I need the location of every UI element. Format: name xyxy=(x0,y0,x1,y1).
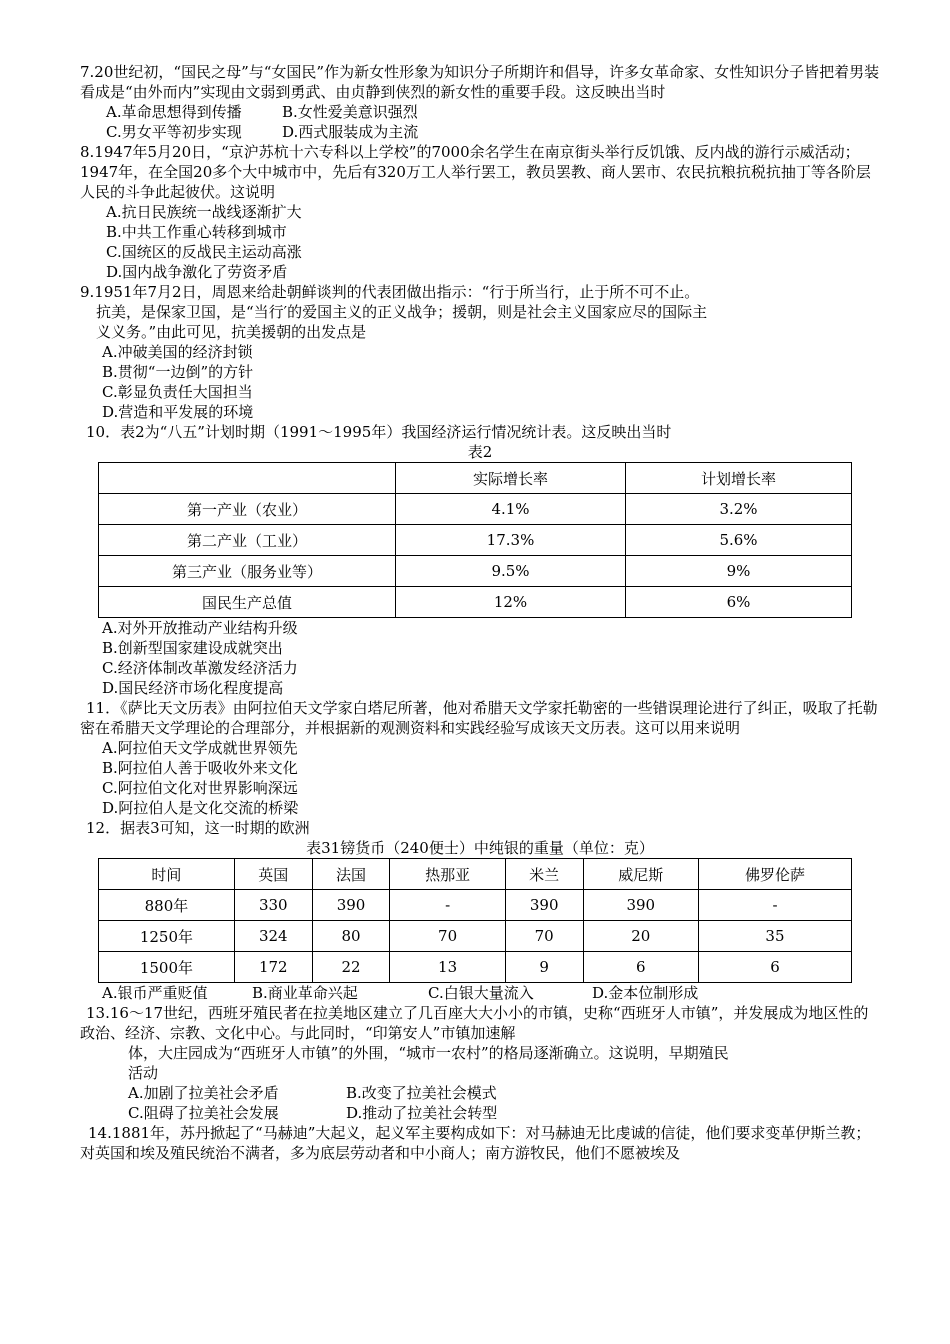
table-2 xyxy=(98,462,852,618)
option-a: A.加剧了拉美社会矛盾 xyxy=(128,1084,279,1102)
question-9-stem-line2: 抗美，是保家卫国，是“当行′的爱国主义的正义战争；援朝，则是社会主义国家应尽的国际主 xyxy=(96,303,708,321)
table-cell: 9.5% xyxy=(396,556,626,587)
option-d: D.营造和平发展的环境 xyxy=(102,403,254,421)
option-c: C.经济体制改革激发经济活力 xyxy=(102,659,298,677)
table-cell: 国民生产总值 xyxy=(99,587,396,618)
table-cell: 80 xyxy=(312,921,390,952)
table-cell: 9 xyxy=(505,952,583,983)
table-header-row xyxy=(99,859,852,890)
option-c: C.阻碍了拉美社会发展 xyxy=(128,1104,279,1122)
table-header-cell: 实际增长率 xyxy=(396,463,626,494)
option-b: B.改变了拉美社会模式 xyxy=(346,1084,497,1102)
table-3 xyxy=(98,858,852,983)
option-d: D.西式服装成为主流 xyxy=(282,123,419,141)
table-header-cell: 法国 xyxy=(312,859,390,890)
option-b: B.贯彻“一边倒”的方针 xyxy=(102,363,254,381)
option-b: B.中共工作重心转移到城市 xyxy=(106,223,287,241)
table-cell: 20 xyxy=(583,921,698,952)
table-header-cell: 英国 xyxy=(234,859,312,890)
table-cell: 第二产业（工业） xyxy=(99,525,396,556)
question-13-stem-line3: 活动 xyxy=(128,1064,159,1082)
option-d: D.国民经济市场化程度提高 xyxy=(102,679,284,697)
table-cell: 12% xyxy=(396,587,626,618)
table-cell: 9% xyxy=(626,556,852,587)
option-d: D.金本位制形成 xyxy=(592,984,699,1002)
option-a: A.冲破美国的经济封锁 xyxy=(102,343,253,361)
table-header-cell: 热那亚 xyxy=(390,859,505,890)
table-cell: 35 xyxy=(698,921,851,952)
table-row xyxy=(99,952,852,983)
question-9-stem-line1: 9.1951年7月2日，周恩来给赴朝鲜谈判的代表团做出指示：“行于所当行，止于所不可不止。 xyxy=(80,283,700,301)
table-row xyxy=(99,890,852,921)
option-a: A.对外开放推动产业结构升级 xyxy=(102,619,298,637)
table-3-caption: 表31镑货币（240便士）中纯银的重量（单位：克） xyxy=(306,839,654,857)
table-row xyxy=(99,494,852,525)
table-cell: 第一产业（农业） xyxy=(99,494,396,525)
option-d: D.推动了拉美社会转型 xyxy=(346,1104,498,1122)
table-header-cell: 威尼斯 xyxy=(583,859,698,890)
question-14-stem: 14.1881年，苏丹掀起了“马赫迪”大起义，起义军主要构成如下：对马赫迪无比虔诚的信徒，他们要求变革伊斯兰教；对英国和埃及殖民统治不满者，多为底层劳动者和中小商人；南方游牧民，他们不愿被埃及 xyxy=(80,1124,871,1162)
table-cell: 第三产业（服务业等） xyxy=(99,556,396,587)
table-cell: 70 xyxy=(505,921,583,952)
table-cell: 13 xyxy=(390,952,505,983)
table-cell: 4.1% xyxy=(396,494,626,525)
option-b: B.创新型国家建设成就突出 xyxy=(102,639,283,657)
question-7-options-row1 xyxy=(80,102,880,122)
table-cell: 172 xyxy=(234,952,312,983)
option-c: C.男女平等初步实现 xyxy=(106,123,242,141)
option-a: A.银币严重贬值 xyxy=(102,984,208,1002)
table-cell: 390 xyxy=(505,890,583,921)
table-row xyxy=(99,556,852,587)
option-b: B.商业革命兴起 xyxy=(252,984,358,1002)
table-cell: 1500年 xyxy=(99,952,235,983)
table-cell: - xyxy=(698,890,851,921)
question-11-stem: 11．《萨比天文历表》由阿拉伯天文学家白塔尼所著，他对希腊天文学家托勒密的一些错误理论进行了纠正，吸取了托勒密在希腊天文学理论的合理部分，并根据新的观测资料和实践经验写成该天文历表。这可以用来说明 xyxy=(80,699,878,737)
option-b: B.阿拉伯人善于吸收外来文化 xyxy=(102,759,298,777)
table-cell: 22 xyxy=(312,952,390,983)
option-c: C.白银大量流入 xyxy=(428,984,534,1002)
table-cell: - xyxy=(390,890,505,921)
question-12-options xyxy=(80,983,880,1003)
table-cell: 3.2% xyxy=(626,494,852,525)
question-13-options-row1 xyxy=(80,1083,880,1103)
table-row xyxy=(99,525,852,556)
table-header-cell: 时间 xyxy=(99,859,235,890)
table-cell: 5.6% xyxy=(626,525,852,556)
option-b: B.女性爱美意识强烈 xyxy=(282,103,418,121)
question-9-stem-line3: 义义务。”由此可见，抗美援朝的出发点是 xyxy=(96,323,367,341)
exam-page xyxy=(80,62,880,1163)
question-13-stem-line1: 13.16～17世纪，西班牙殖民者在拉美地区建立了几百座大大小小的市镇，史称“西班牙人市镇”，并发展成为地区性的政治、经济、宗教、文化中心。与此同时，“印第安人”市镇加速解 xyxy=(80,1004,869,1042)
table-header-cell: 佛罗伦萨 xyxy=(698,859,851,890)
table-cell: 390 xyxy=(583,890,698,921)
table-cell: 6 xyxy=(583,952,698,983)
table-header-cell xyxy=(99,463,396,494)
table-cell: 324 xyxy=(234,921,312,952)
question-13-stem-line2: 体，大庄园成为“西班牙人市镇”的外围，“城市一农村”的格局逐渐确立。这说明，早期殖民 xyxy=(128,1044,729,1062)
option-d: D.阿拉伯人是文化交流的桥梁 xyxy=(102,799,299,817)
option-c: C.阿拉伯文化对世界影响深远 xyxy=(102,779,298,797)
question-10-stem: 10．表2为“八五”计划时期（1991～1995年）我国经济运行情况统计表。这反映出当时 xyxy=(86,423,672,441)
option-c: C.国统区的反战民主运动高涨 xyxy=(106,243,302,261)
option-a: A.阿拉伯天文学成就世界领先 xyxy=(102,739,298,757)
table-header-cell: 米兰 xyxy=(505,859,583,890)
table-header-row xyxy=(99,463,852,494)
option-c: C.彰显负责任大国担当 xyxy=(102,383,253,401)
option-d: D.国内战争激化了劳资矛盾 xyxy=(106,263,288,281)
table-cell: 390 xyxy=(312,890,390,921)
table-cell: 17.3% xyxy=(396,525,626,556)
option-a: A.革命思想得到传播 xyxy=(106,103,242,121)
option-a: A.抗日民族统一战线逐渐扩大 xyxy=(106,203,302,221)
table-cell: 6 xyxy=(698,952,851,983)
table-cell: 70 xyxy=(390,921,505,952)
table-cell: 1250年 xyxy=(99,921,235,952)
table-2-caption: 表2 xyxy=(467,443,493,461)
question-8-stem: 8.1947年5月20日，“京沪苏杭十六专科以上学校”的7000余名学生在南京街头举行反饥饿、反内战的游行示威活动；1947年，在全国20多个大中城市中，先后有320万工人举行罢工，教员罢教、商人罢市、农民抗粮抗税抗抽丁等各阶层人民的斗争此起彼伏。这说明 xyxy=(80,143,871,201)
question-13-options-row2 xyxy=(80,1103,880,1123)
table-cell: 6% xyxy=(626,587,852,618)
table-row xyxy=(99,587,852,618)
question-7-stem: 7.20世纪初，“国民之母”与“女国民”作为新女性形象为知识分子所期许和倡导，许多女革命家、女性知识分子皆把着男装看成是“由外而内”实现由文弱到勇武、由贞静到侠烈的新女性的重要手段。这反映出当时 xyxy=(80,63,880,101)
table-cell: 880年 xyxy=(99,890,235,921)
table-row xyxy=(99,921,852,952)
question-7-options-row2 xyxy=(80,122,880,142)
table-header-cell: 计划增长率 xyxy=(626,463,852,494)
question-12-stem: 12．据表3可知，这一时期的欧洲 xyxy=(86,819,310,837)
table-cell: 330 xyxy=(234,890,312,921)
